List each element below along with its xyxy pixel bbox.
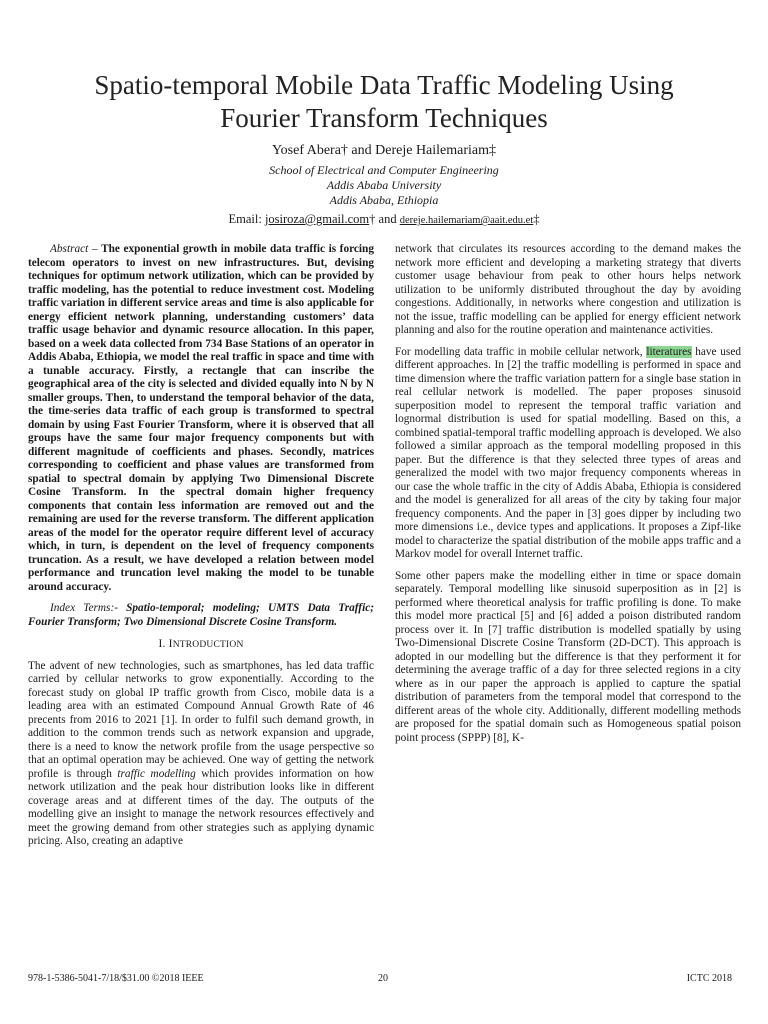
email-mark-2: ‡	[533, 212, 540, 226]
section-title-rest: NTRODUCTION	[172, 640, 244, 650]
affiliation-line: Addis Ababa University	[326, 178, 442, 192]
title-line-2: Fourier Transform Techniques	[220, 103, 548, 133]
abstract-lead: Abstract –	[50, 243, 102, 255]
right-paragraph-1: network that circulates its resources according to the demand makes the network more efficient and developing a marketing strategy that diverts customer usage behaviour from peak to other hours helps network utilization to be uniformly distributed throughout the day by avoiding congestions. Additionally, in networks where congestion and utilization is not the issue, traffic modelling can be applied for energy efficient network planning and also for the routine operation and maintenance activities.	[395, 243, 741, 336]
intro-paragraph	[28, 660, 374, 849]
footer-page-number: 20	[378, 973, 388, 984]
section-initial: I	[168, 638, 173, 650]
intro-text-1: The advent of new technologies, such as smartphones, has led data traffic carried by cellular networks to grow exponentially. According to the forecast study on global IP traffic growth from Cisco, mobile data is a leading area with an estimated Compound Annual Growth Rate of 46 precents from 2016 to 2021 [1]. In order to fulfil such demand growth, in addition to the common trends such as network expansion and upgrade, there is a need to know the network profile from the usage perspective so that an optimal operation may be achieved. One way of getting the network profile is through	[28, 659, 374, 780]
email-label: Email:	[228, 212, 265, 226]
intro-emphasis: traffic modelling	[117, 767, 196, 780]
email-line	[60, 212, 708, 227]
index-terms-text: Spatio-temporal; modeling; UMTS Data Traffic; Fourier Transform; Two Dimensional Discrete Cosine Transform.	[28, 602, 374, 628]
affiliation-line: Addis Ababa, Ethiopia	[329, 193, 439, 207]
footer-conference: ICTC 2018	[686, 973, 732, 984]
title-line-1: Spatio-temporal Mobile Data Traffic Modeling Using	[94, 70, 674, 100]
right-paragraph-3: Some other papers make the modelling either in time or space domain separately. Temporal modelling like sinusoid superposition as in [2] is performed where theoretical analysis for traffic profiling is done. To make this model more practical [5] and [6] added a poison distributed random process over it. In [7] traffic distribution is modelled spatially by using Two-Dimensional Discrete Cosine Transform (2D-DCT). This approach is adopted in our modelling but the difference is that they performent it for determining the average traffic of a day for three selected regions in a city where as in our paper the approach is applied to capture the spatial distribution of parameters from the temporal model that correspond to the different areas of the whole city. Additionally, different modelling methods are proposed for the spatial domain such as Homogeneous spatial poison point process (SPPP) [8], K-	[395, 569, 741, 744]
email-link-1[interactable]: josiroza@gmail.com	[264, 212, 370, 226]
index-terms	[28, 602, 374, 629]
abstract	[28, 243, 374, 594]
email-mark-1: † and	[369, 212, 400, 226]
affiliation	[60, 163, 708, 208]
footer-copyright: 978-1-5386-5041-7/18/$31.00 ©2018 IEEE	[28, 973, 204, 984]
p2-text-rest: have used different approaches. In [2] the traffic modelling is performed in space and time dimension where the traffic variation pattern for a single base station in real cellular network is modelled. The paper proposes sinusoid superposition model to represent the temporal traffic variation and lognormal distribution is used for spatial modelling. Based on this, a combined spatial-temporal traffic modelling approach is developed. We also followed a similar approach as the temporal modelling proposed in this paper. But the difference is that they selected three types of areas and generalized the model with two major frequency components whereas in our case the whole traffic in the city of Addis Ababa, Ethiopia is considered and the model is generalized for all areas of the city by taking four major frequency components. And the paper in [3] goes dipper by including two more dimensions i.e., device types and applications. It proposes a Zipf-like model to characterize the spatial distribution of the mobile apps traffic and a Markov model for overall Internet traffic.	[395, 345, 741, 560]
index-terms-lead: Index Terms:-	[50, 602, 127, 614]
affiliation-line: School of Electrical and Computer Engineering	[269, 163, 499, 177]
intro-text-2: which provides information on how network utilization and the peak hour distribution looks like in different coverage areas and at different times of the day. The outputs of the modelling give an insight to manage the network resources effectively and meet the growing demand from other strategies such as applying dynamic pricing. Also, creating an adaptive	[28, 767, 374, 847]
right-column	[395, 243, 741, 753]
email-link-2[interactable]: dereje.hailemariam@aait.edu.et	[399, 215, 534, 226]
left-column	[28, 243, 374, 849]
highlighted-word[interactable]: literatures	[646, 345, 692, 358]
author-list: Yosef Abera† and Dereje Hailemariam‡	[271, 143, 497, 158]
abstract-text: The exponential growth in mobile data traffic is forcing telecom operators to invest on new infrastructures. But, devising techniques for optimum network utilization, which can be provided by traffic modeling, has the potential to reduce investment cost. Modeling traffic variation in different service areas and time is also applicable for energy efficient network planning, understanding customers’ data traffic usage behavior and dynamic resource allocation. In this paper, based on a week data collected from 734 Base Stations of an operator in Addis Ababa, Ethiopia, we model the real traffic in space and time with a tunable accuracy. Firstly, a rectangle that can inscribe the geographical area of the city is selected and divided equally into N by N smaller groups. Then, to understand the temporal behavior of the data, the time-series data traffic of each group is transformed to spectral domain by using Fast Fourier Transform, where it is observed that all groups have the same four major frequency components but with different magnitude of coefficients and phases. Secondly, matrices corresponding to coefficient and phase values are transformed from spatial to spectral domain by applying Two Dimensional Discrete Cosine Transform. In the spectral domain higher frequency components that contain less information are removed out and the remaining are used for the reverse transform. The different application areas of the model for the operator require different level of accuracy which, in turn, is dependent on the level of frequency components truncation. As a result, we have developed a relation between model performance and truncation level making the model to be tunable around accuracy.	[28, 243, 374, 593]
right-paragraph-2	[395, 346, 741, 562]
section-heading-introduction	[28, 638, 374, 653]
section-numeral: I.	[158, 638, 169, 650]
p2-text-start: For modelling data traffic in mobile cellular network,	[395, 345, 647, 358]
paper-title	[60, 69, 708, 135]
